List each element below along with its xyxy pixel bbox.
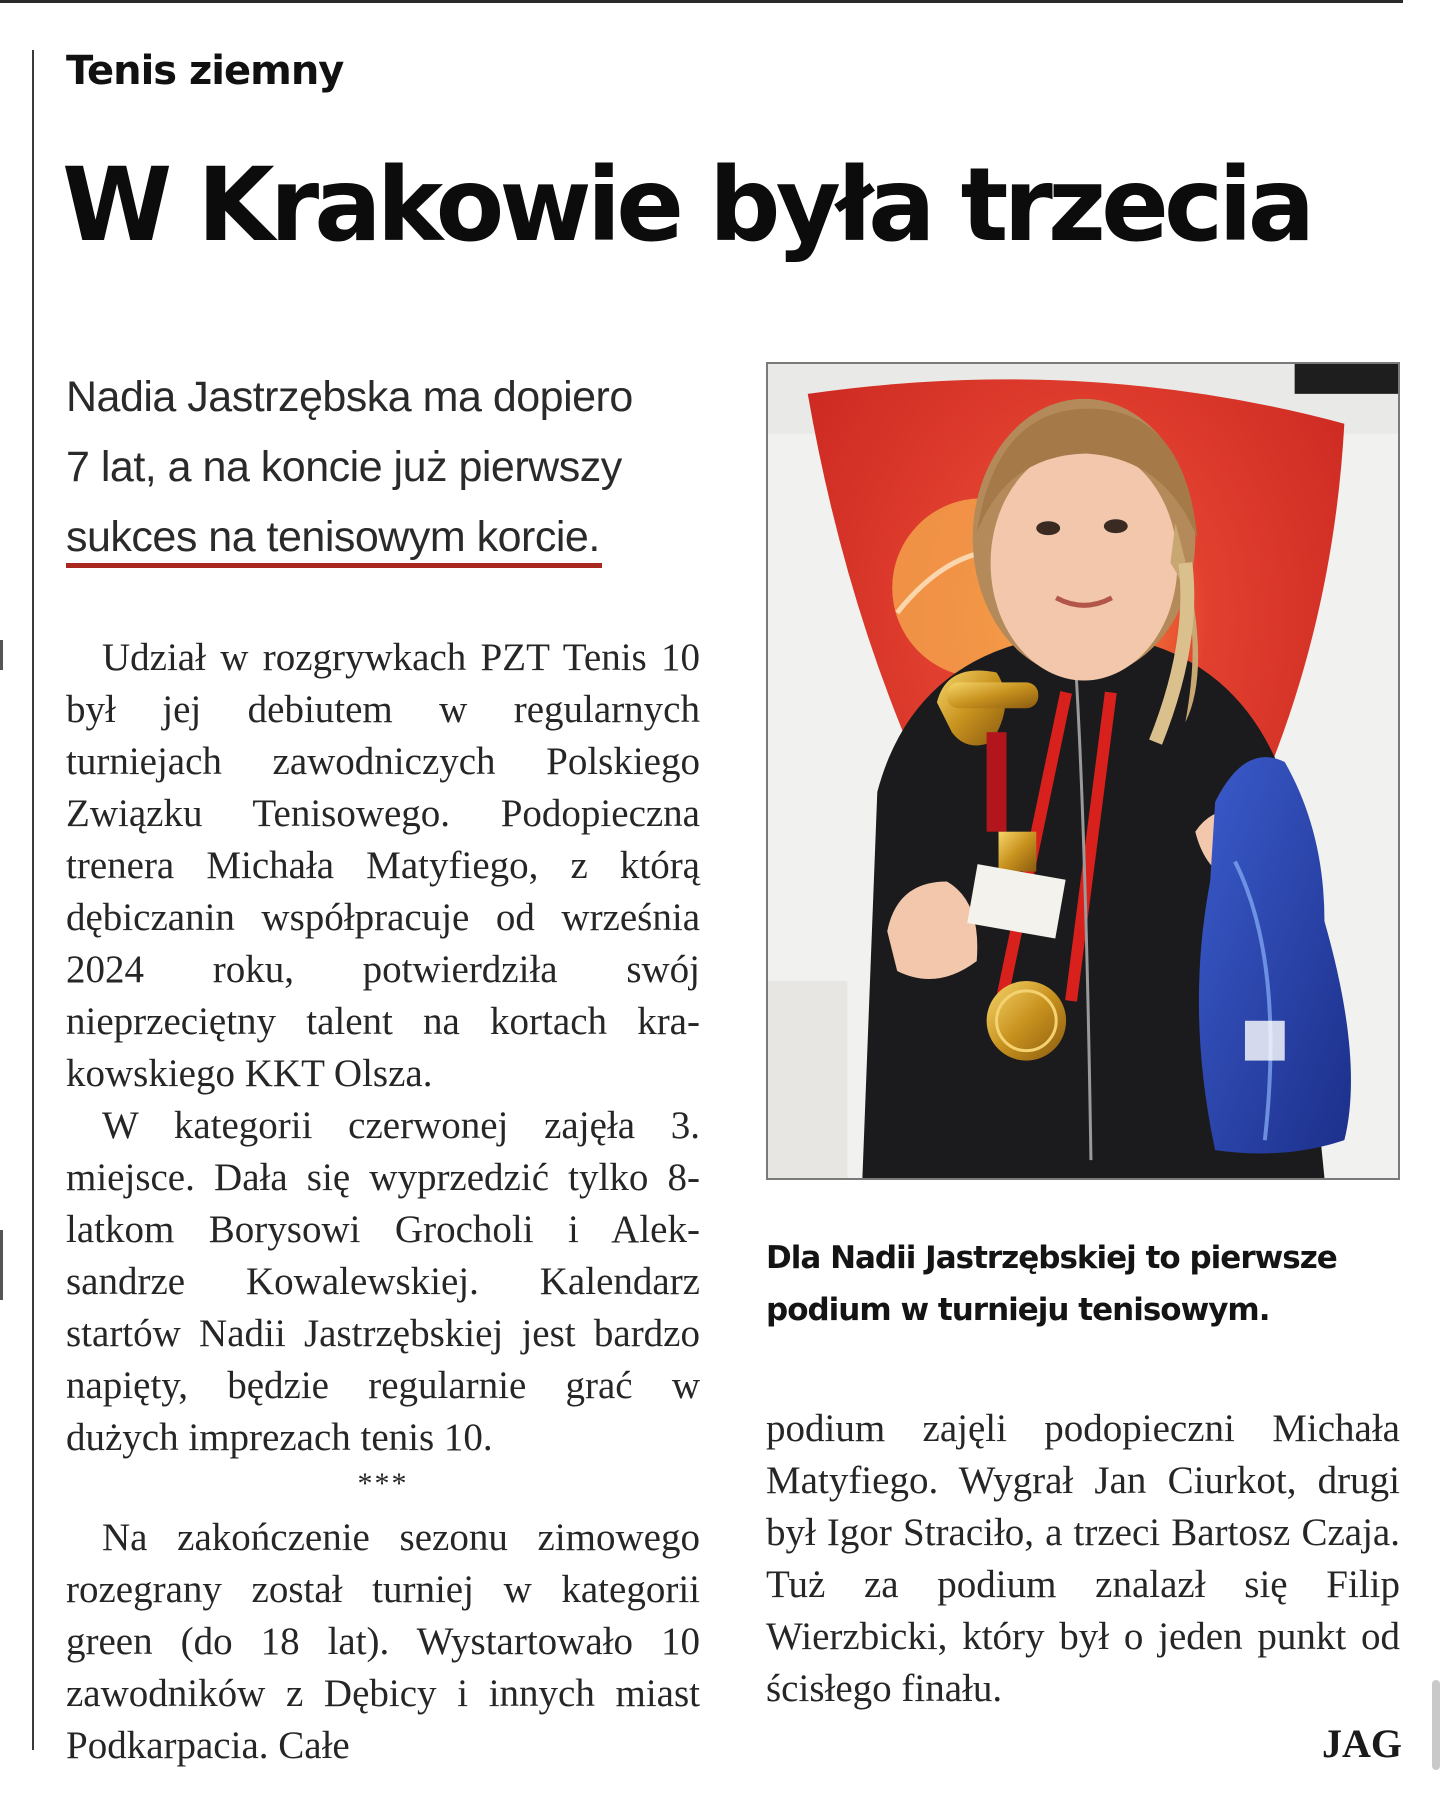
article-photo — [766, 362, 1400, 1180]
edge-mark — [0, 640, 3, 670]
body-column-right — [766, 1403, 1400, 1715]
column-rule — [32, 50, 34, 1750]
lead-accent-rule — [66, 563, 602, 568]
scrollbar-thumb[interactable] — [1432, 1680, 1440, 1770]
photo-caption: Dla Nadii Jastrzębskiej to pierwsze podium w turnieju tenisowym. — [766, 1240, 1337, 1328]
body-paragraph: Na zakończenie sezonu zimowego rozegrany został turniej w kategorii green (do 18 lat). Wystartowało 10 zawodników z Dębicy i innych miast Podkarpacia. Całe — [66, 1516, 700, 1767]
body-column-left — [66, 632, 700, 1772]
body-paragraph: W kategorii czerwonej zajęła 3. miejsce. Dała się wyprzedzić tylko 8-latkom Borysowi Grocholi i Aleksandrze Kowalewskiej. Kalendarz startów Nadii Jastrzębskiej jest bardzo napięty, będzie regularnie grać w dużych imprezach tenis 10. — [66, 1104, 700, 1459]
section-separator: *** — [357, 1467, 409, 1500]
top-rule — [0, 0, 1403, 3]
author-signature: JAG — [1322, 1721, 1402, 1766]
lead-paragraph: Nadia Jastrzębska ma dopiero 7 lat, a na koncie już pierwszy sukces na tenisowym korcie. — [66, 373, 633, 561]
edge-mark — [0, 1230, 3, 1300]
body-paragraph: Udział w rozgrywkach PZT Tenis 10 był jej debiutem w regularnych turniejach zawodniczych Polskiego Związku Tenisowego. Podopieczna trenera Michała Matyfiego, z którą dębiczanin współpracuje od września 2024 roku, potwierdziła swój nieprzeciętny talent na kortach krakowskiego KKT Olsza. — [66, 636, 700, 1095]
girl-with-trophy-photo — [768, 364, 1398, 1178]
section-label: Tenis ziemny — [66, 48, 344, 94]
body-paragraph: podium zajęli podopieczni Michała Matyfiego. Wygrał Jan Ciurkot, drugi był Igor Straciło, a trzeci Bartosz Czaja. Tuż za podium znalazł się Filip Wierzbicki, który był o jeden punkt od ścisłego finału. — [766, 1407, 1400, 1710]
headline: W Krakowie była trzecia — [62, 146, 1311, 265]
